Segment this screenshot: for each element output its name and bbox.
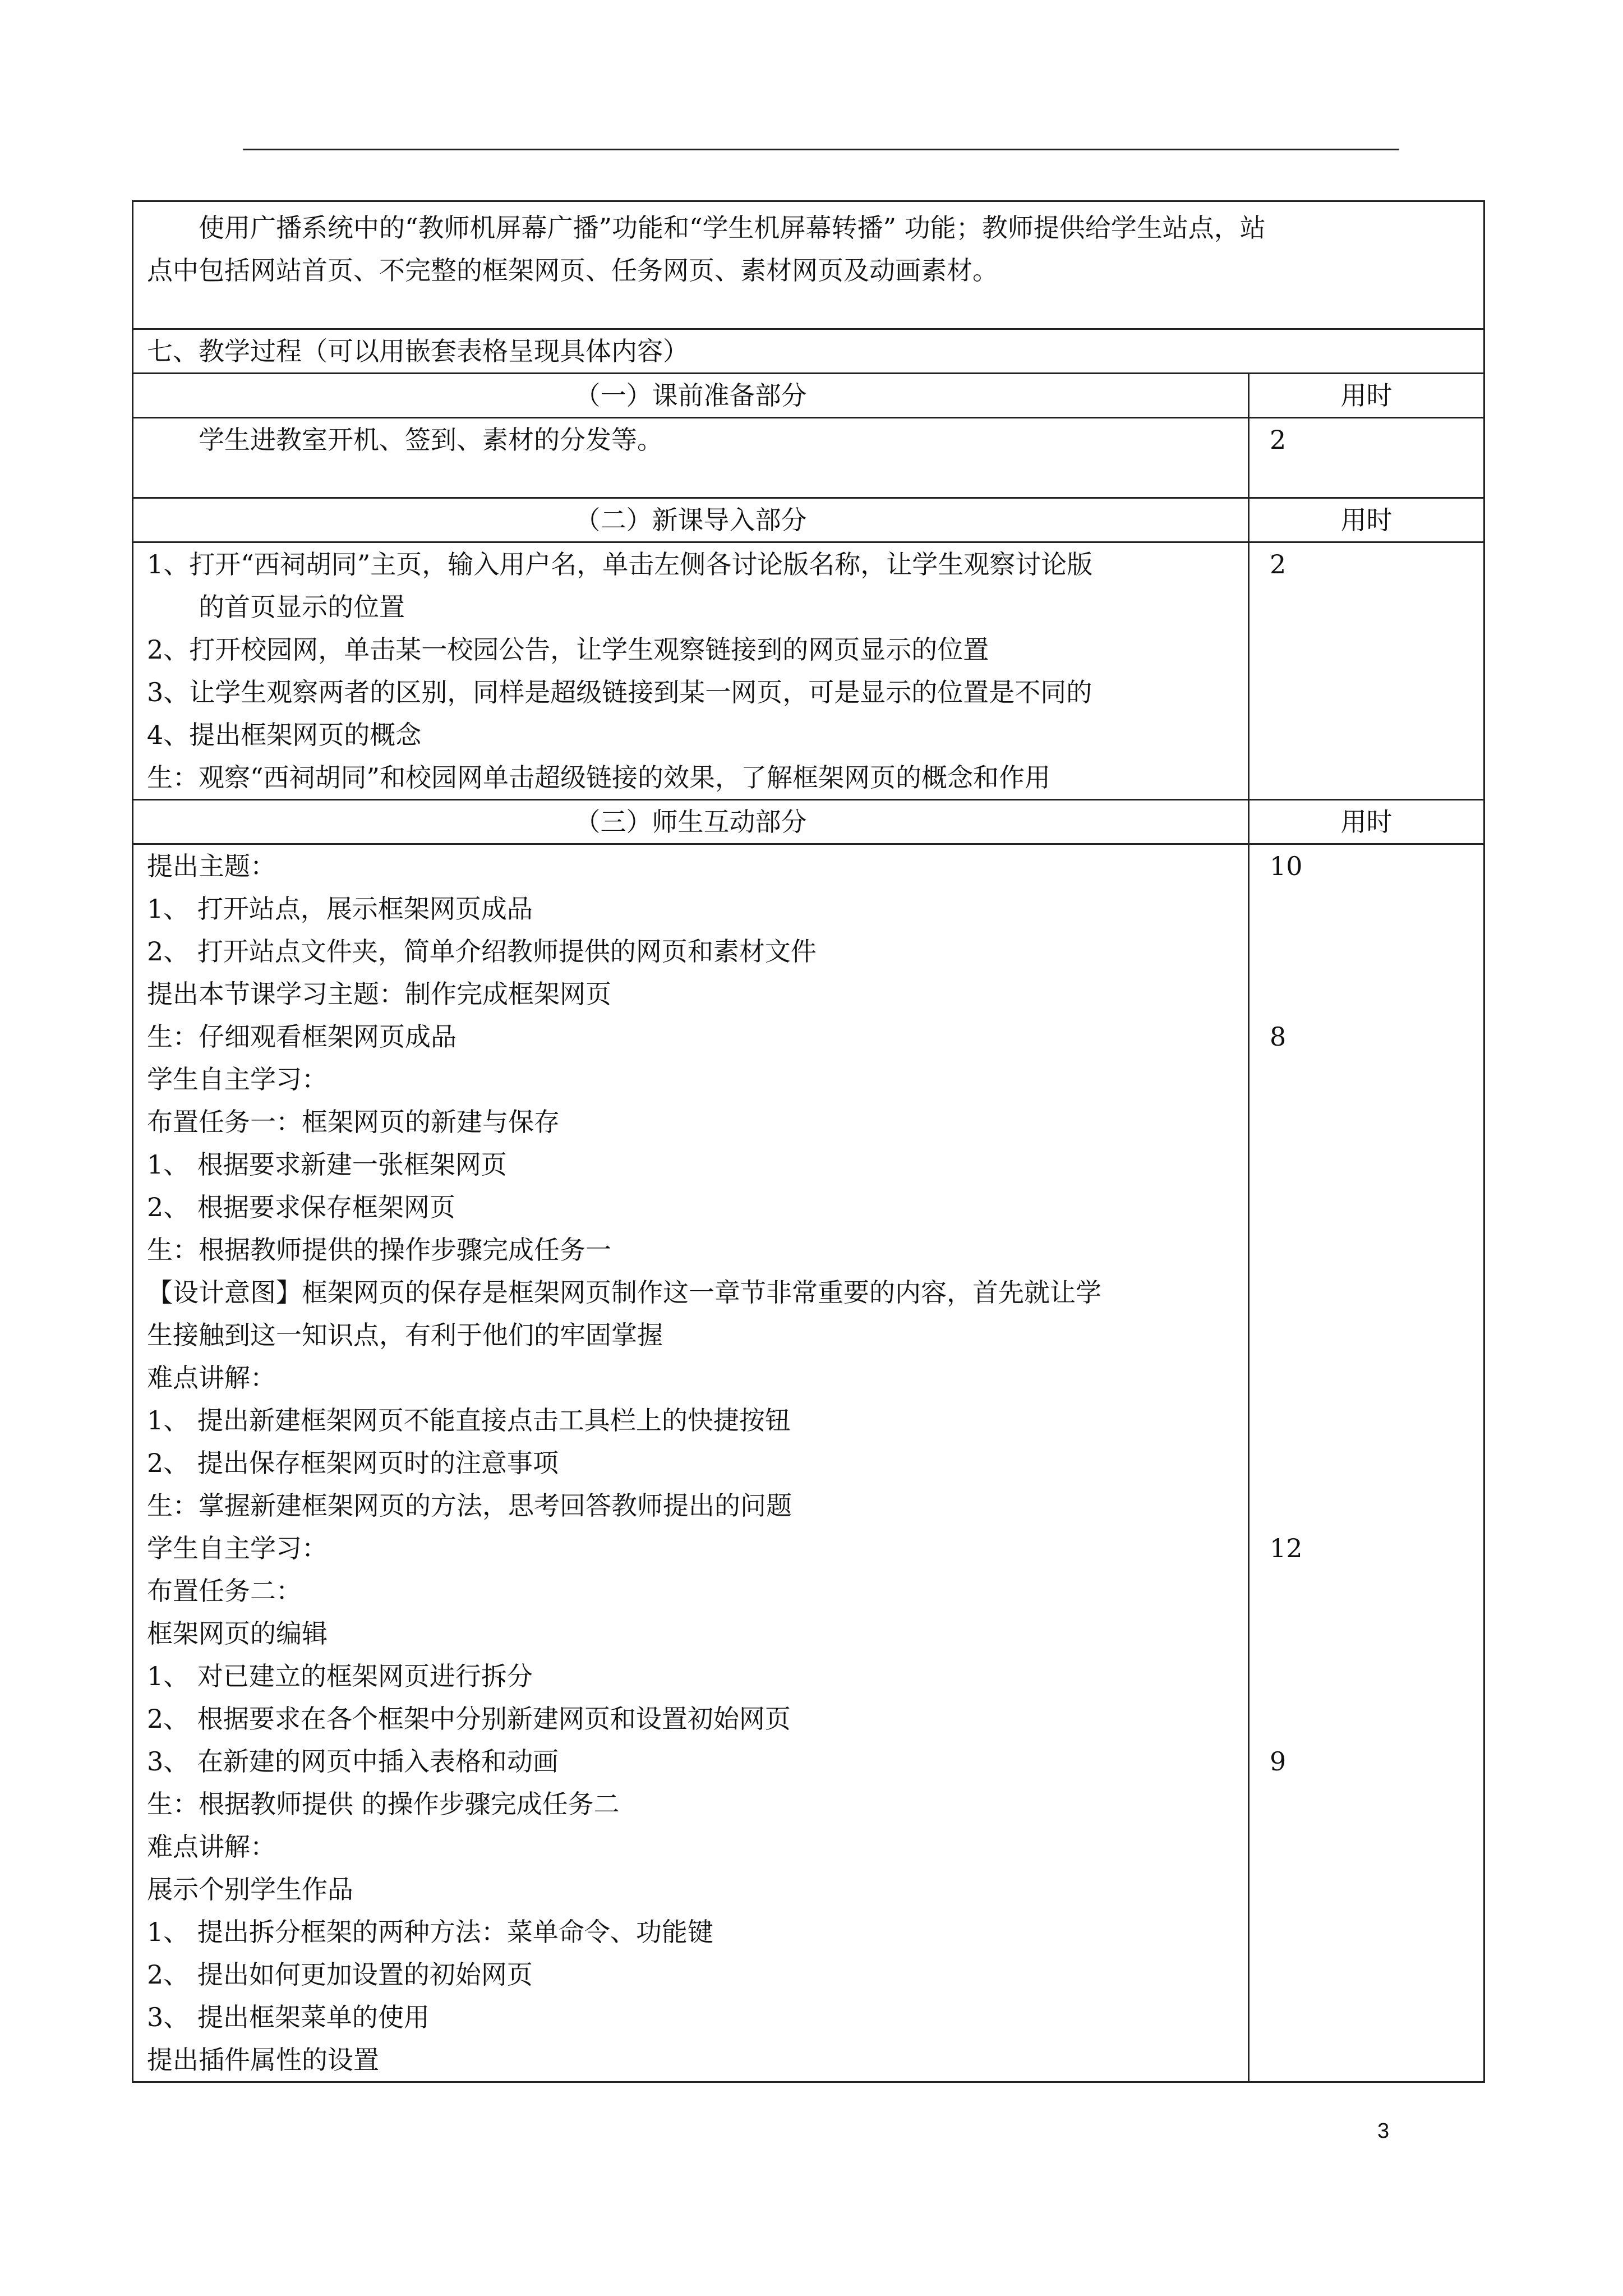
part3-line: 展示个别学生作品 xyxy=(147,1874,353,1904)
part2-line: 的首页显示的位置 xyxy=(199,592,405,622)
part3-line: 1、 提出拆分框架的两种方法：菜单命令、功能键 xyxy=(147,1917,713,1947)
section7-title: 七、教学过程（可以用嵌套表格呈现具体内容） xyxy=(133,329,1484,374)
part3-line: 2、 打开站点文件夹，简单介绍教师提供的网页和素材文件 xyxy=(147,936,817,967)
part3-time: 12 xyxy=(1270,1533,1303,1563)
part3-line: 提出本节课学习主题：制作完成框架网页 xyxy=(147,979,611,1009)
section7-row xyxy=(133,329,1484,374)
part3-line: 1、 对已建立的框架网页进行拆分 xyxy=(147,1661,533,1691)
part3-time: 10 xyxy=(1270,851,1303,881)
part3-content-cell xyxy=(133,844,1249,2082)
part3-line: 提出主题： xyxy=(147,851,276,881)
intro-row xyxy=(133,201,1484,329)
part3-time: 8 xyxy=(1270,1022,1287,1052)
part3-line: 1、 提出新建框架网页不能直接点击工具栏上的快捷按钮 xyxy=(147,1405,791,1435)
part2-time: 2 xyxy=(1249,542,1484,800)
intro-cell xyxy=(133,201,1484,329)
part3-header-row xyxy=(133,800,1484,844)
part1-time: 2 xyxy=(1249,418,1484,498)
part3-line: 1、 根据要求新建一张框架网页 xyxy=(147,1149,507,1180)
part2-line: 4、提出框架网页的概念 xyxy=(147,720,422,750)
part1-title: （一）课前准备部分 xyxy=(133,374,1249,418)
part3-line: 布置任务二： xyxy=(147,1576,302,1606)
part3-line: 生：仔细观看框架网页成品 xyxy=(147,1022,457,1052)
part3-title: （三）师生互动部分 xyxy=(133,800,1249,844)
part3-time-header: 用时 xyxy=(1249,800,1484,844)
part3-line: 生：掌握新建框架网页的方法，思考回答教师提出的问题 xyxy=(147,1490,792,1521)
part1-content-row xyxy=(133,418,1484,498)
part3-line: 【设计意图】框架网页的保存是框架网页制作这一章节非常重要的内容，首先就让学 xyxy=(147,1277,1101,1308)
part1-content-cell xyxy=(133,418,1249,498)
intro-line-2: 点中包括网站首页、不完整的框架网页、任务网页、素材网页及动画素材。 xyxy=(147,255,998,286)
header-rule xyxy=(243,149,1399,150)
part3-line: 框架网页的编辑 xyxy=(147,1618,328,1649)
part3-line: 生：根据教师提供 的操作步骤完成任务二 xyxy=(147,1789,620,1819)
part3-line: 3、 在新建的网页中插入表格和动画 xyxy=(147,1746,559,1777)
part3-line: 学生自主学习： xyxy=(147,1533,328,1563)
part3-line: 2、 根据要求保存框架网页 xyxy=(147,1192,455,1222)
part2-content-row xyxy=(133,542,1484,800)
part3-line: 2、 根据要求在各个框架中分别新建网页和设置初始网页 xyxy=(147,1704,791,1734)
part3-time-cell xyxy=(1249,844,1484,2082)
part3-line: 2、 提出保存框架网页时的注意事项 xyxy=(147,1448,559,1478)
part1-time-header: 用时 xyxy=(1249,374,1484,418)
part2-line: 生：观察“西祠胡同”和校园网单击超级链接的效果，了解框架网页的概念和作用 xyxy=(147,762,1051,793)
part3-line: 布置任务一：框架网页的新建与保存 xyxy=(147,1107,560,1137)
part2-line: 1、打开“西祠胡同”主页，输入用户名，单击左侧各讨论版名称，让学生观察讨论版 xyxy=(147,549,1093,579)
part2-content-cell xyxy=(133,542,1249,800)
part3-time: 9 xyxy=(1270,1746,1287,1777)
part1-content: 学生进教室开机、签到、素材的分发等。 xyxy=(199,425,663,455)
part3-line: 生：根据教师提供的操作步骤完成任务一 xyxy=(147,1235,611,1265)
part3-line: 学生自主学习： xyxy=(147,1064,328,1094)
part3-line: 2、 提出如何更加设置的初始网页 xyxy=(147,1959,533,1990)
lesson-plan-table xyxy=(132,200,1485,2083)
part2-header-row xyxy=(133,498,1484,542)
page-number: 3 xyxy=(1377,2119,1390,2143)
part3-line: 1、 打开站点，展示框架网页成品 xyxy=(147,894,533,924)
part3-line: 生接触到这一知识点，有利于他们的牢固掌握 xyxy=(147,1320,663,1350)
part1-header-row xyxy=(133,374,1484,418)
part2-title: （二）新课导入部分 xyxy=(133,498,1249,542)
part3-line: 难点讲解： xyxy=(147,1363,276,1393)
part2-time-header: 用时 xyxy=(1249,498,1484,542)
part3-line: 提出插件属性的设置 xyxy=(147,2045,379,2075)
part2-line: 2、打开校园网，单击某一校园公告，让学生观察链接到的网页显示的位置 xyxy=(147,634,989,665)
part3-line: 难点讲解： xyxy=(147,1832,276,1862)
part3-line: 3、 提出框架菜单的使用 xyxy=(147,2002,430,2032)
part2-line: 3、让学生观察两者的区别，同样是超级链接到某一网页，可是显示的位置是不同的 xyxy=(147,677,1092,707)
part3-content-row xyxy=(133,844,1484,2082)
intro-line-1: 使用广播系统中的“教师机屏幕广播”功能和“学生机屏幕转播” 功能；教师提供给学生站点，站 xyxy=(199,213,1266,243)
